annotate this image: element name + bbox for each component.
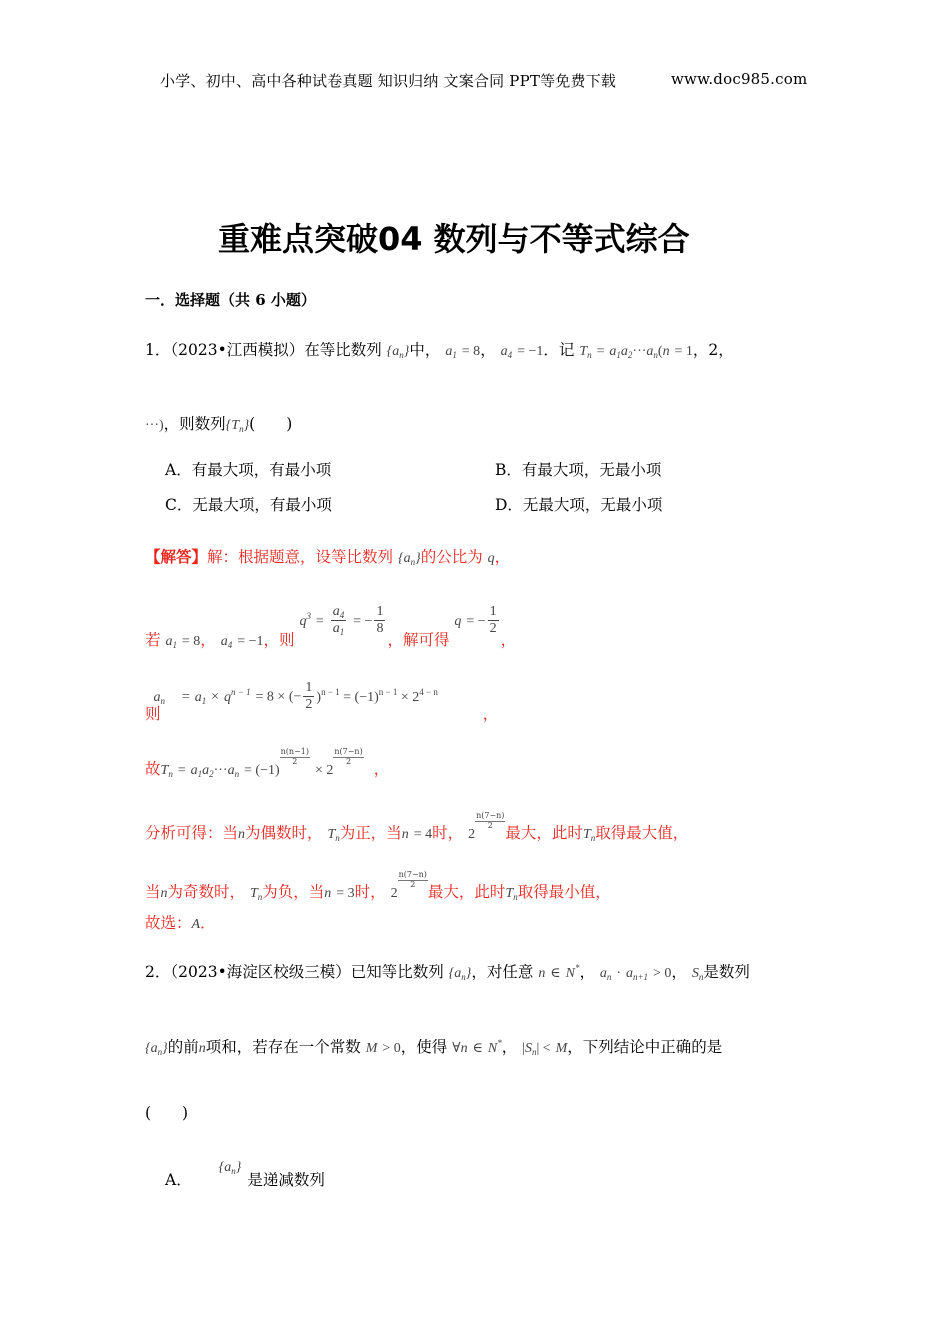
- option-b[interactable]: B．有最大项，无最小项: [495, 461, 662, 479]
- header-site-link[interactable]: www.doc985.com: [671, 70, 808, 88]
- solution-line-6: 当n为奇数时， $T_n$为负，当n = 3时， 2 $\frac{n(7-n)}{2}$ 最大，此时$T_n$取得最小值，: [145, 870, 611, 902]
- option-d[interactable]: D．无最大项，无最小项: [495, 496, 663, 514]
- q2-option-a[interactable]: A． $\{a_n\}$是递减数列: [165, 1160, 325, 1189]
- solution-line-1: 【解答】解：根据题意，设等比数列 $\{a_n\}$的公比为 q，: [145, 547, 511, 567]
- solution-tag: 【解答】: [145, 547, 208, 566]
- solution-answer: 故选：A．: [145, 914, 216, 932]
- option-c[interactable]: C．无最大项，有最小项: [165, 496, 332, 514]
- question-2-blank: ( ): [145, 1104, 189, 1122]
- question-1-line-2: ···)，则数列$\{T_n\}$( ): [145, 415, 293, 434]
- question-source: （2023•江西模拟）: [170, 341, 305, 359]
- solution-line-5: 分析可得：当n为偶数时， $T_n$为正，当n = 4时， 2 $\frac{n(7-n)}{2}$ 最大，此时$T_n$取得最大值，: [145, 811, 689, 843]
- header-text: 小学、初中、高中各种试卷真题 知识归纳 文案合同 PPT等免费下载: [160, 72, 617, 90]
- option-a[interactable]: A．有最大项，有最小项: [165, 461, 332, 479]
- question-number: 1．: [145, 341, 171, 359]
- section-heading: 一．选择题（共 6 小题）: [145, 291, 316, 309]
- question-2-line-1: 2．（2023•海淀区校级三模）已知等比数列 $\{a_n\}$，对任意 n ∈ N*， $a_n \cdot a_{n+1} > 0$， $S_n$是数列: [145, 963, 750, 982]
- question-number: 2．: [145, 963, 171, 981]
- page-title: 重难点突破04 数列与不等式综合: [218, 220, 690, 258]
- solution-line-4: 故$T_n = a_1a_2\cdot\cdot\cdot a_n = (-1)$ $\frac{n(n-1)}{2}$ × 2 $\frac{n(7-n)}{2}$ ，: [145, 747, 390, 779]
- solution-line-2: 若 $a_1 = 8$， $a_4 = -1$，则 $q^3$ = $\frac{a_4}{a_1}$ = − $\frac{1}{8}$ ，解可得 q = − $\frac{1}{2}$ ，: [145, 604, 517, 650]
- question-source: （2023•海淀区校级三模）: [170, 963, 351, 981]
- question-1-line-1: 1．（2023•江西模拟）在等比数列 $\{a_n\}$中， $a_1 = 8$， $a_4 = -1$．记 $T_n = a_1a_2\cdot\cdot\cdot a_n(n = 1$，2，: [145, 341, 734, 360]
- solution-line-3: 则 $a_n = a_1 \times q^{n - 1} = 8$ × (− $\frac{1}{2}$ )$^{n - 1} = (-1)^{n - 1} \times 2^{4 - n}$ ，: [145, 680, 499, 723]
- question-2-line-2: $\{a_n\}$的前n项和，若存在一个常数 M > 0，使得 ∀n ∈ N*， $|S_n| < M$，下列结论中正确的是: [145, 1038, 723, 1057]
